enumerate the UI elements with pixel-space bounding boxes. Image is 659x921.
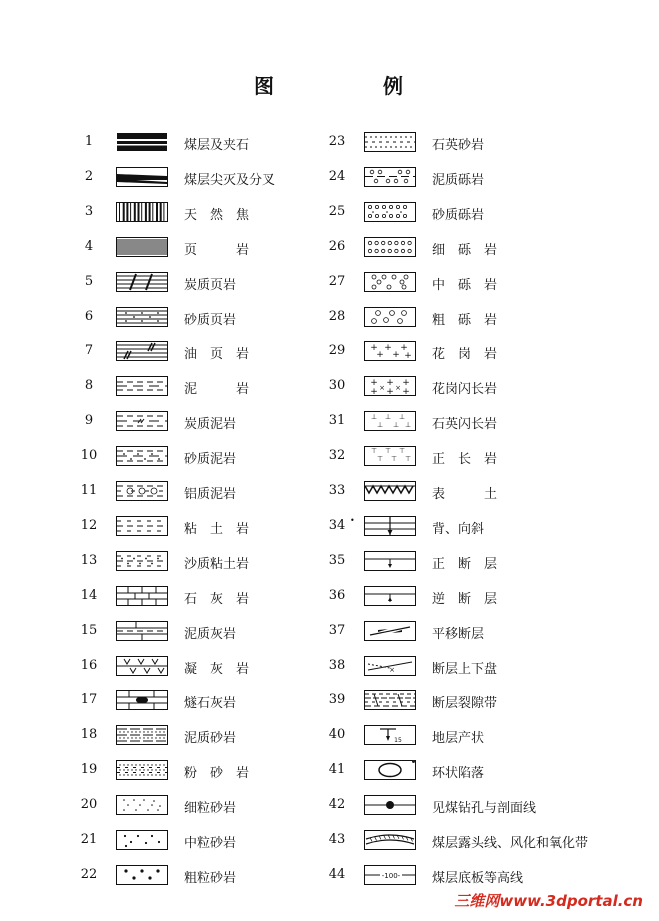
legend-item-label: 泥质灰岩 xyxy=(184,626,237,642)
svg-text:⊥: ⊥ xyxy=(384,413,392,422)
svg-text:+: + xyxy=(402,387,410,397)
svg-text:+: + xyxy=(370,343,378,354)
stray-mark: • xyxy=(350,515,355,525)
legend-item-number: 26 xyxy=(328,238,346,254)
coal-seam-parting-icon xyxy=(116,132,168,152)
legend-item-number: 14 xyxy=(80,587,98,603)
legend-item-label: 砂质页岩 xyxy=(184,312,237,328)
svg-text:⊤: ⊤ xyxy=(370,447,378,456)
legend-item-number: 11 xyxy=(80,483,98,498)
legend-item-number: 1 xyxy=(84,134,94,149)
legend-item-number: 7 xyxy=(84,343,94,359)
attitude-icon xyxy=(364,725,416,745)
svg-text:⊥: ⊥ xyxy=(370,413,378,422)
tuff-icon xyxy=(116,656,168,676)
legend-item-label: 逆 断 层 xyxy=(432,591,498,607)
sandy-mudstone-icon xyxy=(116,446,168,466)
svg-text:⊥: ⊥ xyxy=(398,413,406,422)
legend-item-label: 见煤钻孔与剖面线 xyxy=(432,801,537,817)
legend-item-label: 粘 土 岩 xyxy=(184,521,250,537)
legend-item-number: 37 xyxy=(328,622,346,638)
legend-item-label: 细粒砂岩 xyxy=(184,801,237,817)
legend-item-number: 22 xyxy=(80,866,98,882)
svg-text:⊤: ⊤ xyxy=(404,455,412,464)
mudstone-icon xyxy=(116,376,168,396)
syenite-icon xyxy=(364,446,416,466)
ring-collapse-icon xyxy=(364,760,416,780)
shale-icon xyxy=(116,237,168,257)
legend-item-number: 38 xyxy=(328,657,346,673)
legend-item-number: 9 xyxy=(84,413,94,429)
legend-item-label: 花岗闪长岩 xyxy=(432,382,498,398)
legend-item-label: 地层产状 xyxy=(432,731,485,747)
legend-item-label: 粗粒砂岩 xyxy=(184,870,237,886)
medium-conglomerate-icon xyxy=(364,272,416,292)
chert-limestone-icon xyxy=(116,690,168,710)
legend-item-label: 页 岩 xyxy=(184,242,250,258)
quartz-diorite-icon xyxy=(364,411,416,431)
legend-item-number: 41 xyxy=(328,762,346,778)
legend-item-label: 表 土 xyxy=(432,487,498,502)
svg-text:+: + xyxy=(370,387,378,397)
legend-item-number: 21 xyxy=(80,832,98,847)
aluminous-mudstone-icon xyxy=(116,481,168,501)
svg-text:+: + xyxy=(400,343,408,354)
fine-conglomerate-icon xyxy=(364,237,416,257)
granodiorite-icon xyxy=(364,376,416,396)
legend-item-label: 铝质泥岩 xyxy=(184,487,237,502)
borehole-section-icon xyxy=(364,795,416,815)
legend-item-label: 泥 岩 xyxy=(184,382,250,398)
legend-item-number: 32 xyxy=(328,448,346,464)
svg-text:+: + xyxy=(392,350,400,361)
legend-item-number: 39 xyxy=(328,692,346,708)
legend-item-number: 31 xyxy=(328,413,346,429)
svg-text:⊤: ⊤ xyxy=(384,447,392,456)
svg-text:+: + xyxy=(386,387,394,397)
legend-item-label: 煤层尖灭及分叉 xyxy=(184,172,276,188)
legend-item-number: 15 xyxy=(80,622,98,638)
title-char-right: 例 xyxy=(383,74,405,98)
legend-item-label: 天 然 焦 xyxy=(184,207,250,223)
legend-item-label: 环状陷落 xyxy=(432,766,485,782)
legend-item-label: 煤层及夹石 xyxy=(184,138,250,153)
legend-item-number: 29 xyxy=(328,343,346,359)
legend-item-number: 44 xyxy=(328,866,346,882)
coarse-sandstone-icon xyxy=(116,865,168,885)
legend-item-number: 10 xyxy=(80,448,98,464)
sandy-shale-icon xyxy=(116,307,168,327)
legend-item-label: 砂质泥岩 xyxy=(184,452,237,468)
outcrop-weathering-icon xyxy=(364,830,416,850)
legend-item-label: 粉 砂 岩 xyxy=(184,766,250,782)
legend-item-label: 平移断层 xyxy=(432,626,485,642)
legend-item-number: 33 xyxy=(328,483,346,498)
normal-fault-icon xyxy=(364,551,416,571)
fine-sandstone-icon xyxy=(116,795,168,815)
svg-text:⊤: ⊤ xyxy=(398,447,406,456)
legend-item-label: 背、向斜 xyxy=(432,521,485,537)
legend-item-label: 细 砾 岩 xyxy=(432,242,498,258)
argillaceous-sandstone-icon xyxy=(116,725,168,745)
oil-shale-icon xyxy=(116,341,168,361)
title-char-left: 图 xyxy=(254,74,276,98)
legend-item-label: 煤层露头线、风化和氧化带 xyxy=(432,836,589,851)
legend-item-label: 花 岗 岩 xyxy=(432,347,498,363)
svg-text:×: × xyxy=(395,384,401,393)
seam-pinchout-split-icon xyxy=(116,167,168,187)
legend-item-number: 24 xyxy=(328,168,346,184)
legend-item-number: 35 xyxy=(328,552,346,568)
legend-item-number: 20 xyxy=(80,797,98,813)
svg-text:⊤: ⊤ xyxy=(376,455,384,464)
carbonaceous-mudstone-icon xyxy=(116,411,168,431)
argillaceous-limestone-icon xyxy=(116,621,168,641)
natural-coke-icon xyxy=(116,202,168,222)
legend-item-label: 砂质砾岩 xyxy=(432,207,485,223)
legend-item-number: 5 xyxy=(84,273,94,289)
legend-title xyxy=(0,70,659,100)
legend-item-number: 25 xyxy=(328,203,346,219)
legend-item-label: 炭质页岩 xyxy=(184,277,237,293)
legend-item-number: 4 xyxy=(84,238,94,254)
anticline-syncline-icon xyxy=(364,516,416,536)
svg-text:×: × xyxy=(379,384,385,393)
svg-text:15: 15 xyxy=(394,737,402,745)
legend-item-label: 凝 灰 岩 xyxy=(184,661,250,677)
legend-item-label: 石英砂岩 xyxy=(432,138,485,153)
legend-item-number: 34 xyxy=(328,517,346,533)
topsoil-icon xyxy=(364,481,416,501)
svg-text:+: + xyxy=(386,378,394,389)
carbonaceous-shale-icon xyxy=(116,272,168,292)
sandy-conglomerate-icon xyxy=(364,202,416,222)
legend-item-number: 27 xyxy=(328,273,346,289)
siltstone-icon xyxy=(116,760,168,780)
legend-item-number: 23 xyxy=(328,134,346,149)
legend-item-number: 17 xyxy=(80,692,98,708)
svg-text:+: + xyxy=(376,350,384,361)
legend-item-number: 6 xyxy=(84,308,94,324)
fault-walls-icon xyxy=(364,656,416,676)
legend-item-label: 煤层底板等高线 xyxy=(432,870,524,886)
legend-item-number: 18 xyxy=(80,727,98,743)
legend-item-label: 正 断 层 xyxy=(432,556,498,572)
svg-text:+: + xyxy=(384,343,392,354)
legend-item-number: 42 xyxy=(328,797,346,813)
legend-item-number: 16 xyxy=(80,657,98,673)
legend-item-number: 2 xyxy=(84,168,94,184)
legend-item-number: 28 xyxy=(328,308,346,324)
stray-dot xyxy=(412,760,415,763)
legend-item-number: 8 xyxy=(84,378,94,394)
svg-text:⊥: ⊥ xyxy=(404,421,412,430)
legend-item-label: 炭质泥岩 xyxy=(184,417,237,433)
floor-contour-icon xyxy=(364,865,416,885)
legend-item-number: 19 xyxy=(80,762,98,778)
legend-item-label: 正 长 岩 xyxy=(432,452,498,468)
legend-item-label: 中粒砂岩 xyxy=(184,836,237,851)
legend-item-label: 粗 砾 岩 xyxy=(432,312,498,328)
svg-text:⊥: ⊥ xyxy=(376,421,384,430)
legend-item-label: 沙质粘土岩 xyxy=(184,556,250,572)
legend-item-number: 3 xyxy=(84,203,94,219)
legend-item-number: 30 xyxy=(328,378,346,394)
sandy-claystone-icon xyxy=(116,551,168,571)
watermark: 三维网www.3dportal.cn xyxy=(454,892,643,910)
legend-item-number: 40 xyxy=(328,727,346,743)
argillaceous-conglomerate-icon xyxy=(364,167,416,187)
quartz-sandstone-icon xyxy=(364,132,416,152)
svg-text:×: × xyxy=(389,665,395,674)
legend-item-number: 12 xyxy=(80,517,98,533)
coarse-conglomerate-icon xyxy=(364,307,416,327)
legend-item-number: 43 xyxy=(328,832,346,847)
svg-text:⊥: ⊥ xyxy=(392,421,400,430)
legend-item-label: 断层上下盘 xyxy=(432,661,498,677)
legend-item-number: 13 xyxy=(80,552,98,568)
legend-item-label: 石 灰 岩 xyxy=(184,591,250,607)
legend-item-label: 断层裂隙带 xyxy=(432,696,498,712)
svg-text:-100-: -100- xyxy=(381,871,401,880)
limestone-icon xyxy=(116,586,168,606)
claystone-icon xyxy=(116,516,168,536)
svg-text:+: + xyxy=(402,378,410,389)
granite-icon xyxy=(364,341,416,361)
reverse-fault-icon xyxy=(364,586,416,606)
legend-item-label: 中 砾 岩 xyxy=(432,277,498,293)
legend-item-label: 石英闪长岩 xyxy=(432,417,498,433)
legend-item-label: 泥质砂岩 xyxy=(184,731,237,747)
fault-fracture-zone-icon xyxy=(364,690,416,710)
svg-text:+: + xyxy=(404,351,412,362)
svg-text:⊤: ⊤ xyxy=(390,455,398,464)
legend-item-number: 36 xyxy=(328,587,346,603)
strike-slip-fault-icon xyxy=(364,621,416,641)
legend-item-label: 燧石灰岩 xyxy=(184,696,237,712)
legend-item-label: 油 页 岩 xyxy=(184,347,250,363)
svg-text:+: + xyxy=(370,378,378,389)
legend-item-label: 泥质砾岩 xyxy=(432,172,485,188)
medium-sandstone-icon xyxy=(116,830,168,850)
